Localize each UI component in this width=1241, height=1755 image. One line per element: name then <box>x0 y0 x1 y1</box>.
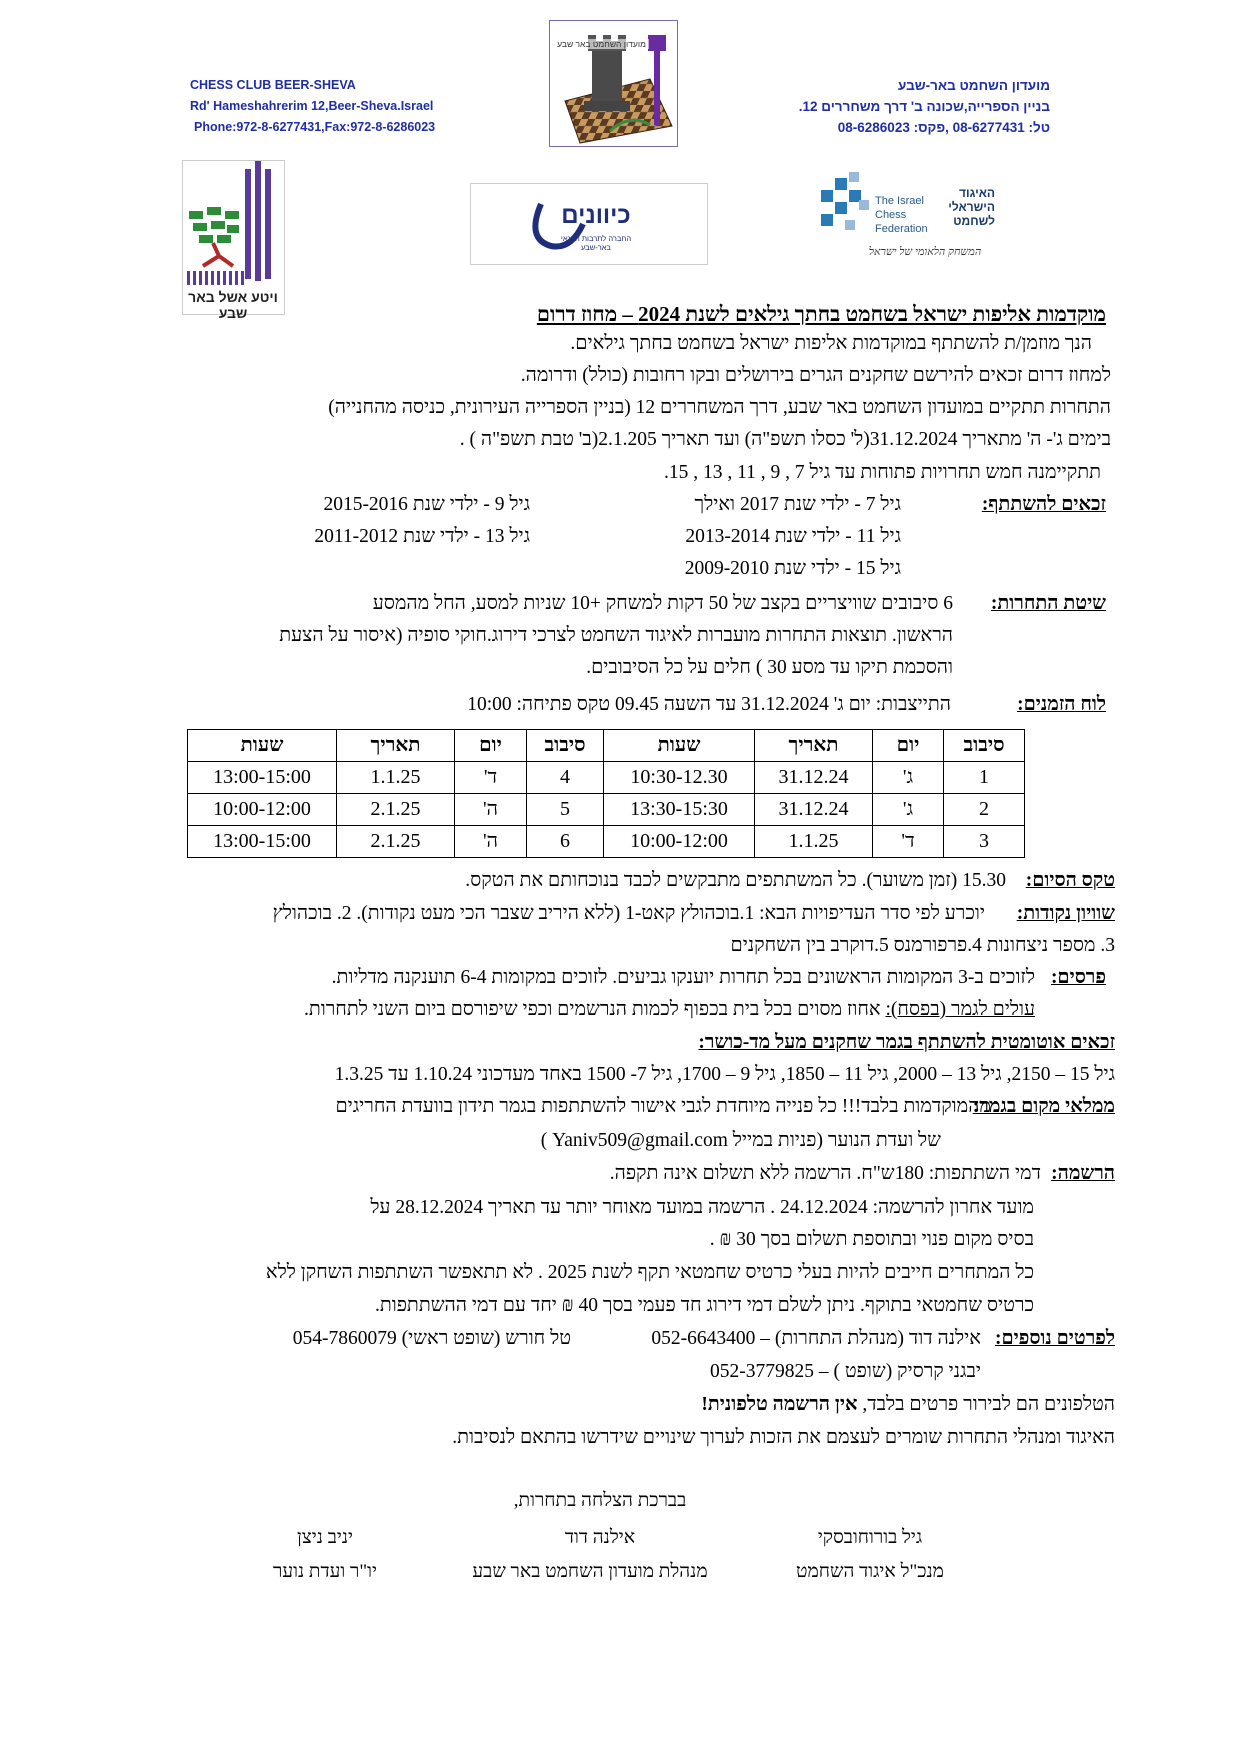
signature-name: אילנה דוד <box>564 1527 636 1548</box>
table-cell: 5 <box>527 794 604 826</box>
table-cell: 1.1.25 <box>337 762 455 794</box>
details-label: לפרטים נוספים: <box>994 1328 1115 1349</box>
signature-name: גיל בורוחובסקי <box>817 1527 923 1548</box>
phones-bold: אין הרשמה טלפונית! <box>701 1394 858 1415</box>
intro-line-4: בימים ג'- ה' מתאריך 31.12.2024(ל' כסלו תשפ"ה) ועד תאריך 2.1.205(ב' טבת תשפ"ה ) . <box>459 429 1111 450</box>
intro-line-3: התחרות תתקיים במועדון השחמט באר שבע, דרך המשחררים 12 (בניין הספרייה העירונית, כניסה מהחנייה) <box>328 397 1111 418</box>
fill-line-1: מהמוקדמות בלבד!!! כל פנייה מיוחדת לגבי אישור להשתתפות בגמר תידון בוועדת החריגים <box>335 1096 991 1117</box>
eligible-row-1-right: גיל 7 - ילדי שנת 2017 ואילך <box>694 494 901 515</box>
club-logo <box>549 20 678 147</box>
kivunim-logo <box>470 183 708 265</box>
schedule-header-row <box>188 730 1025 762</box>
tiebreak-line-1: יוכרע לפי סדר העדיפויות הבא: 1.בוכהולץ קאט-1 (ללא היריב שצבר הכי מעט נקודות). 2. בוכהולץ <box>272 903 985 924</box>
header-day: יום <box>873 730 944 762</box>
intro-line-1: הנך מוזמן/ת להשתתף במוקדמות אליפות ישראל בשחמט בחתך גילאים. <box>570 333 1092 354</box>
system-line-3: והסכמת תיקו עד מסע 30 ) חלים על כל הסיבובים. <box>586 657 953 678</box>
header-round: סיבוב <box>527 730 604 762</box>
table-cell: 10:00-12:00 <box>188 794 337 826</box>
header-hours: שעות <box>188 730 337 762</box>
schedule-label: לוח הזמנים: <box>1017 694 1106 715</box>
club-logo-text: מועדון השחמט באר שבע <box>554 39 649 49</box>
finals-label: עולים לגמר (בפסח): <box>885 999 1035 1020</box>
auto-qualify-label: זכאים אוטומטית להשתתף בגמר שחקנים מעל מד-כושר: <box>698 1032 1115 1053</box>
table-cell: ה' <box>455 826 527 858</box>
table-cell: ה' <box>455 794 527 826</box>
table-row <box>188 794 1025 826</box>
en-line-1: CHESS CLUB BEER-SHEVA <box>190 78 356 92</box>
table-cell: 6 <box>527 826 604 858</box>
he-line-1: מועדון השחמט באר-שבע <box>898 78 1050 93</box>
federation-tagline: המשחק הלאומי של ישראל <box>868 246 982 258</box>
table-cell: ג' <box>873 762 944 794</box>
table-cell: 13:00-15:00 <box>188 762 337 794</box>
table-cell: 3 <box>944 826 1025 858</box>
signature-role: מנכ"ל איגוד השחמט <box>796 1561 944 1582</box>
he-line-2: בניין הספרייה,שכונה ב' דרך משחררים 12. <box>798 99 1050 114</box>
table-row <box>188 826 1025 858</box>
signature-name: יניב ניצן <box>296 1527 353 1548</box>
table-cell: 2 <box>944 794 1025 826</box>
en-line-3: Phone:972-8-6277431,Fax:972-8-6286023 <box>194 120 436 134</box>
schedule-line: התייצבות: יום ג' 31.12.2024 עד השעה 09.45 טקס פתיחה: 10:00 <box>467 694 951 715</box>
registration-line-2: מועד אחרון להרשמה: 24.12.2024 . הרשמה במועד מאוחר יותר עד תאריך 28.12.2024 על <box>370 1197 1034 1218</box>
registration-label: הרשמה: <box>1051 1163 1115 1184</box>
club-address-en <box>190 75 490 138</box>
table-cell: 2.1.25 <box>337 794 455 826</box>
table-cell: 10:00-12:00 <box>604 826 755 858</box>
system-line-1: 6 סיבובים שוויצריים בקצב של 50 דקות למשחק +10 שניות למסע, החל מהמסע <box>372 593 953 614</box>
fill-line-2: של ועדת הנוער (פניות במייל Yaniv509@gmail.com ) <box>540 1130 941 1151</box>
en-line-2: Rd' Hameshahrerim 12,Beer-Sheva.Israel <box>190 99 434 113</box>
ashel-logo <box>182 160 285 321</box>
details-line-2: יבגני קרסיק (שופט ) – 052-3779825 <box>710 1361 981 1382</box>
prizes-label: פרסים: <box>1050 967 1106 988</box>
table-cell: 4 <box>527 762 604 794</box>
schedule-table <box>187 729 1025 858</box>
signature-role: מנהלת מועדון השחמט באר שבע <box>472 1561 708 1582</box>
reserve-line: האיגוד ומנהלי התחרות שומרים לעצמם את הזכות לערוך שינויים שידרשו בהתאם לנסיבות. <box>452 1427 1115 1448</box>
federation-name-en: The Israel Chess Federation <box>875 195 928 235</box>
system-label: שיטת התחרות: <box>990 593 1106 614</box>
details-line-1-left: טל חורש (שופט ראשי) 054-7860079 <box>292 1328 571 1349</box>
header-hours: שעות <box>604 730 755 762</box>
ashel-logo-text: ויטע אשל באר שבע <box>188 289 278 321</box>
intro-line-5: תתקיימנה חמש תחרויות פתוחות עד גיל 7 , 9 , 11 , 13 , 15. <box>664 462 1101 483</box>
tiebreak-label: שוויון נקודות: <box>1016 903 1115 924</box>
table-cell: 31.12.24 <box>755 794 873 826</box>
table-cell: ג' <box>873 794 944 826</box>
eligible-row-2-left: גיל 13 - ילדי שנת 2011-2012 <box>314 526 530 547</box>
phones-note: הטלפונים הם לבירור פרטים בלבד, <box>862 1394 1115 1415</box>
intro-line-2: למחוז דרום זכאים להירשם שחקנים הגרים בירושלים ובקו רחובות (כולל) ודרומה. <box>520 365 1111 386</box>
phones-note-line <box>701 1391 1115 1419</box>
table-cell: 1 <box>944 762 1025 794</box>
eligible-row-3-right: גיל 15 - ילדי שנת 2009-2010 <box>684 558 901 579</box>
page-title: מוקדמות אליפות ישראל בשחמט בחתך גילאים לשנת 2024 – מחוז דרום <box>536 302 1106 326</box>
federation-name-he: האיגוד הישראלי לשחמט <box>948 186 995 228</box>
eligible-row-2-right: גיל 11 - ילדי שנת 2013-2014 <box>685 526 901 547</box>
prizes-line-2 <box>304 996 1035 1024</box>
registration-line-5: כרטיס שחמטאי בתוקף. ניתן לשלם דמי דירוג חד פעמי בסך 40 ₪ יחד עם דמי ההשתתפות. <box>374 1295 1034 1316</box>
fill-label: ממלאי מקום בגמר: <box>972 1096 1115 1117</box>
registration-line-3: בסיס מקום פנוי ובתוספת תשלום בסך 30 ₪ . <box>709 1229 1034 1250</box>
closing-text: 15.30 (זמן משוער). כל המשתתפים מתבקשים לכבד בנוכחותם את הטקס. <box>465 870 1006 891</box>
table-cell: 10:30-12.30 <box>604 762 755 794</box>
prizes-line-1: לזוכים ב-3 המקומות הראשונים בכל תחרות יוענקו גביעים. לזוכים במקומות 6-4 תוענקנה מדליות. <box>331 967 1035 988</box>
table-cell: 2.1.25 <box>337 826 455 858</box>
table-cell: 13:00-15:00 <box>188 826 337 858</box>
table-cell: 1.1.25 <box>755 826 873 858</box>
club-address-he <box>700 75 1050 138</box>
finals-text: אחוז מסוים בכל בית בכפוף לכמות הנרשמים וכפי שיפורסם ביום השני לתחרות. <box>303 999 881 1020</box>
auto-qualify-line: גיל 15 – 2150, גיל 13 – 2000, גיל 11 – 1850, גיל 9 – 1700, גיל 7- 1500 באחד מעדכוני 1.10.24 עד 1.3.25 <box>334 1064 1115 1085</box>
header-date: תאריך <box>755 730 873 762</box>
eligible-label: זכאים להשתתף: <box>981 494 1106 515</box>
registration-line-4: כל המתחרים חייבים להיות בעלי כרטיס שחמטאי תקף לשנת 2025 . לא תתאפשר השתתפות השחקן ללא <box>265 1262 1034 1283</box>
header-day: יום <box>455 730 527 762</box>
registration-line-1: דמי השתתפות: 180ש"ח. הרשמה ללא תשלום אינה תקפה. <box>609 1163 1041 1184</box>
table-row <box>188 762 1025 794</box>
closing-label: טקס הסיום: <box>1025 870 1115 891</box>
table-cell: ד' <box>455 762 527 794</box>
kivunim-logo-text: כיוונים <box>561 202 631 229</box>
eligible-row-1-left: גיל 9 - ילדי שנת 2015-2016 <box>323 494 530 515</box>
header-date: תאריך <box>337 730 455 762</box>
system-line-2: הראשון. תוצאות התחרות מועברות לאיגוד השחמט לצרכי דירוג.חוקי סופיה (איסור על הצעת <box>279 625 953 646</box>
signature-role: יו"ר ועדת נוער <box>273 1561 377 1582</box>
table-cell: 13:30-15:30 <box>604 794 755 826</box>
closing-wish: בברכת הצלחה בתחרות, <box>513 1490 687 1511</box>
he-line-3: טל: 08-6277431 ,פקס: 08-6286023 <box>837 120 1050 135</box>
tiebreak-line-2: 3. מספר ניצחונות 4.פרפורמנס 5.דוקרב בין השחקנים <box>730 935 1115 956</box>
kivunim-logo-sub: החברה לתרבות הפנאי באר-שבע <box>560 234 632 252</box>
federation-logo <box>815 168 1000 268</box>
details-line-1-right: אילנה דוד (מנהלת התחרות) – 052-6643400 <box>651 1328 981 1349</box>
table-cell: ד' <box>873 826 944 858</box>
table-cell: 31.12.24 <box>755 762 873 794</box>
header-round: סיבוב <box>944 730 1025 762</box>
